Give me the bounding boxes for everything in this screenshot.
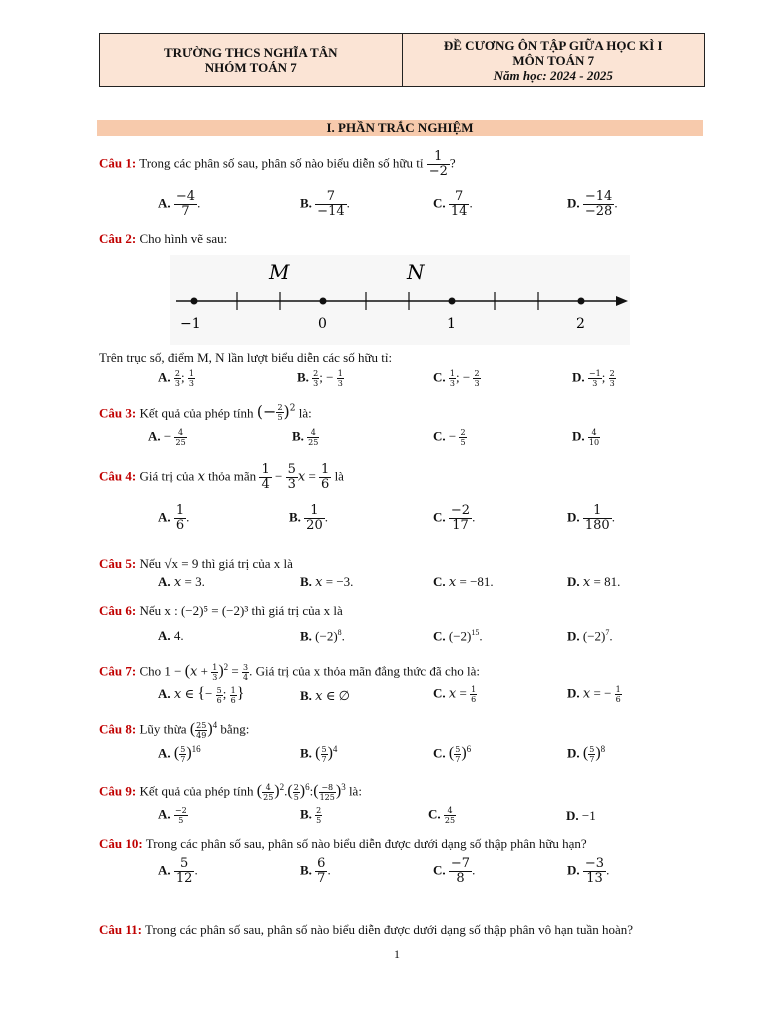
question-10: Câu 10: Trong các phân số sau, phân số nào biểu diễn được dưới dạng số thập phân hữu hạn? [99, 836, 587, 851]
q8-option-c: C. ( $\frac{5}{7}$ )$^6$ [433, 744, 472, 764]
q8-option-d: D. ( $\frac{5}{7}$ )$^8$ [567, 744, 606, 764]
question-7: Câu 7: Cho 1 − (x + $\frac{1}{3}$ )$^2$ = $\frac{3}{4}$ . Giá trị của x thỏa mãn đẳng thức đã cho là: [99, 662, 480, 682]
question-number: Câu 1: [99, 155, 137, 171]
question-6: Câu 6: Nếu x : (−2)⁵ = (−2)³ thì giá trị của x là [99, 603, 343, 618]
q1-option-a: A. $\frac{-4}{7}$ . [158, 189, 201, 219]
q9-option-d: D. −1 [566, 808, 596, 823]
q8-option-b: B. ( $\frac{5}{7}$ )$^4$ [300, 744, 338, 764]
section-title: I. PHẦN TRẮC NGHIỆM [97, 120, 703, 136]
q7-option-a: A. x ∈ {− $\frac{5}{6}$ ; $\frac{1}{6}$ } [158, 685, 245, 705]
q1-option-d: D. $\frac{-14}{-28}$ . [567, 189, 618, 219]
page-number: 1 [394, 947, 400, 961]
q5-option-d: D. x = 81. [567, 574, 621, 590]
header-left [100, 34, 402, 86]
header-right [402, 34, 705, 86]
q10-option-d: D. $\frac{-3}{13}$ . [567, 856, 610, 886]
q3-option-d: D. $\frac{4}{10}$ [572, 428, 600, 447]
q6-option-b: B. $(-2)^8$. [300, 628, 345, 644]
question-8: Câu 8: Lũy thừa ( $\frac{25}{49}$ )$^4$ bằng: [99, 720, 250, 740]
q3-option-c: C. − $\frac{2}{5}$ [433, 428, 466, 447]
q1-option-c: C. $\frac{7}{14}$ . [433, 189, 473, 219]
q1-option-b: B. $\frac{7}{-14}$ . [300, 189, 350, 219]
question-4: Câu 4: Giá trị của x thỏa mãn $\frac{1}{4}$ − $\frac{5}{3}$ x = $\frac{1}{6}$ là [99, 462, 344, 492]
school-year: Năm học: 2024 - 2025 [493, 67, 613, 83]
point-label-n: N [407, 260, 425, 284]
fraction: $\frac{1}{-2}$ [428, 149, 448, 179]
q10-option-b: B. $\frac{6}{7}$ . [300, 856, 331, 886]
q10-option-c: C. $\frac{-7}{8}$ . [433, 856, 476, 886]
doc-title: ĐỀ CƯƠNG ÔN TẬP GIỮA HỌC KÌ I [443, 37, 663, 53]
question-text: Trong các phân số sau, phân số nào biểu diễn số hữu tỉ [139, 155, 424, 171]
q5-option-c: C. x = −81. [433, 574, 494, 590]
question-2: Câu 2: Cho hình vẽ sau: [99, 231, 228, 246]
q2-option-b: B. $\frac{2}{3}$ ; − $\frac{1}{3}$ [297, 369, 343, 388]
header-table [99, 33, 705, 87]
q9-option-b: B. $\frac{2}{5}$ [300, 806, 322, 825]
q4-option-a: A. $\frac{1}{6}$ . [158, 503, 190, 533]
q5-option-b: B. x = −3. [300, 574, 354, 590]
q8-option-a: A. ( $\frac{5}{7}$ )$^{16}$ [158, 744, 201, 764]
question-9: Câu 9: Kết quả của phép tính ( $\frac{4}{25}$ )$^2$.( $\frac{2}{5}$ )$^6$:( $\frac{-8}{125}$ )$^3$ là: [99, 782, 362, 802]
q9-option-c: C. $\frac{4}{25}$ [428, 806, 456, 825]
q9-option-a: A. $\frac{-2}{5}$ [158, 806, 187, 825]
q3-option-b: B. $\frac{4}{25}$ [292, 428, 319, 447]
question-1: Câu 1: Trong các phân số sau, phân số nào biểu diễn số hữu tỉ $\frac{1}{-2}$ ? [99, 149, 456, 179]
question-2-followup: Trên trục số, điểm M, N lần lượt biểu diễn các số hữu tỉ: [99, 350, 393, 365]
q6-option-d: D. $(-2)^7$. [567, 628, 613, 644]
school-name: TRƯỜNG THCS NGHĨA TÂN [164, 45, 338, 60]
group-name: NHÓM TOÁN 7 [204, 60, 297, 75]
number-line-figure [170, 255, 630, 345]
q2-option-d: D. $\frac{-1}{3}$ ; $\frac{2}{3}$ [572, 369, 615, 388]
q2-option-a: A. $\frac{2}{3}$ ; $\frac{1}{3}$ [158, 369, 194, 388]
q4-option-d: D. $\frac{1}{180}$ . [567, 503, 615, 533]
q6-option-a: A. 4. [158, 628, 184, 643]
point-label-m: M [269, 260, 290, 284]
q7-option-c: C. x = $\frac{1}{6}$ [433, 685, 477, 704]
question-3: Câu 3: Kết quả của phép tính (− $\frac{2}{5}$ )$^2$ là: [99, 402, 312, 423]
q7-option-b: B. x ∈ ∅ [300, 688, 350, 704]
tick-label: 2 [576, 316, 585, 332]
q6-option-c: C. $(-2)^{15}$. [433, 628, 483, 644]
q3-option-a: A. − $\frac{4}{25}$ [148, 428, 186, 447]
question-11: Câu 11: Trong các phân số sau, phân số nào biểu diễn được dưới dạng số thập phân vô hạn tuần hoàn? [99, 922, 634, 937]
subject: MÔN TOÁN 7 [512, 52, 595, 68]
question-5: Câu 5: Nếu √x = 9 thì giá trị của x là [99, 556, 293, 571]
tick-label: 1 [447, 316, 456, 332]
q5-option-a: A. x = 3. [158, 574, 205, 590]
q4-option-c: C. $\frac{-2}{17}$ . [433, 503, 476, 533]
q4-option-b: B. $\frac{1}{20}$ . [289, 503, 328, 533]
q2-option-c: C. $\frac{1}{3}$ ; − $\frac{2}{3}$ [433, 369, 480, 388]
tick-label: 0 [318, 316, 327, 332]
q7-option-d: D. x = − $\frac{1}{6}$ [567, 685, 621, 704]
tick-label: −1 [180, 316, 201, 332]
q10-option-a: A. $\frac{5}{12}$ . [158, 856, 198, 886]
